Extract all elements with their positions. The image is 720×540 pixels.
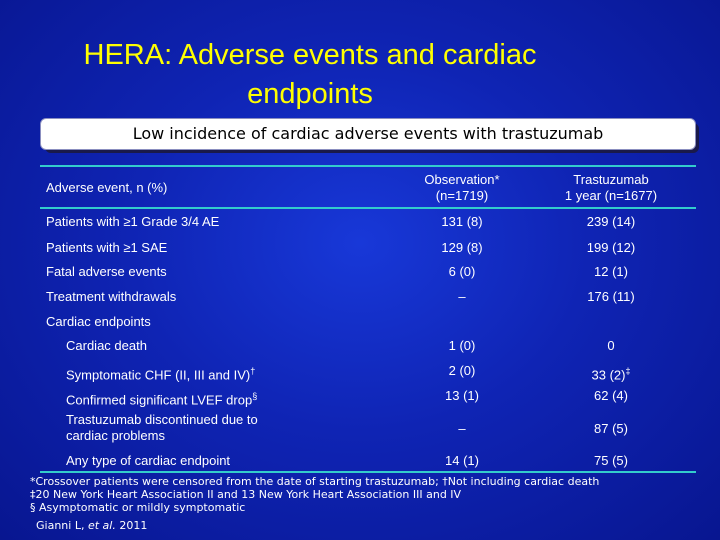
row-label: Patients with ≥1 Grade 3/4 AE [46, 214, 220, 229]
header-trastuzumab-line1: Trastuzumab [573, 172, 649, 187]
cardiac-row-label [66, 412, 258, 444]
row-label: Patients with ≥1 SAE [46, 240, 168, 255]
cardiac-row-observation: – [458, 421, 466, 436]
row-trastuzumab: 12 (1) [594, 264, 628, 279]
row-observation: 6 (0) [448, 264, 476, 279]
header-observation-line1: Observation* [424, 172, 500, 187]
cardiac-row-label-text: Confirmed significant LVEF drop [66, 392, 253, 408]
header-observation [392, 172, 532, 204]
citation [36, 519, 147, 532]
cardiac-row-label [66, 388, 257, 408]
slide-title [0, 36, 620, 114]
row-trastuzumab: 199 (12) [586, 240, 636, 255]
cardiac-row-label-text: Symptomatic CHF (II, III and IV) [66, 367, 251, 383]
footnote-mark: ‡ [625, 366, 631, 376]
cardiac-row-label-line2: cardiac problems [66, 428, 165, 443]
section-cardiac-endpoints: Cardiac endpoints [46, 314, 151, 329]
cardiac-row-trastuzumab: 75 (5) [594, 453, 628, 468]
table-top-rule [40, 165, 696, 167]
header-trastuzumab-line2: 1 year (n=1677) [564, 188, 658, 203]
citation-author: Gianni L, [36, 519, 88, 532]
header-observation-line2: (n=1719) [435, 188, 489, 203]
cardiac-row-label-line1: Trastuzumab discontinued due to [66, 412, 258, 427]
cardiac-row-observation: 2 (0) [448, 363, 476, 378]
cardiac-row-observation: 13 (1) [445, 388, 479, 403]
row-trastuzumab: 239 (14) [586, 214, 636, 229]
cardiac-row-trastuzumab: 0 [607, 338, 615, 353]
cardiac-row-observation: 1 (0) [448, 338, 476, 353]
banner-text: Low incidence of cardiac adverse events with trastuzumab [40, 118, 696, 150]
cardiac-row-label: Cardiac death [66, 338, 147, 353]
cardiac-row-trastuzumab: 87 (5) [594, 421, 628, 436]
row-observation: 131 (8) [441, 214, 483, 229]
row-observation: – [458, 289, 466, 304]
citation-etal: et al. [87, 519, 116, 532]
cardiac-row-trastuzumab: 62 (4) [594, 388, 628, 403]
row-label: Treatment withdrawals [46, 289, 177, 304]
cardiac-row-label [66, 363, 255, 383]
footnote-mark: § [252, 391, 258, 401]
header-trastuzumab [541, 172, 681, 204]
cardiac-row-trastuzumab-value: 33 (2) [591, 367, 626, 383]
table-bottom-rule [40, 471, 696, 473]
row-observation: 129 (8) [441, 240, 483, 255]
row-label: Fatal adverse events [46, 264, 167, 279]
cardiac-row-label: Any type of cardiac endpoint [66, 453, 231, 468]
banner [40, 118, 700, 152]
cardiac-row-observation: 14 (1) [445, 453, 479, 468]
row-trastuzumab: 176 (11) [587, 289, 635, 304]
header-adverse-event: Adverse event, n (%) [46, 180, 168, 195]
cardiac-row-trastuzumab [541, 363, 681, 383]
slide-title-line1: HERA: Adverse events and cardiac [83, 39, 537, 71]
footnote-line1: *Crossover patients were censored from the date of starting trastuzumab; †Not including cardiac death [30, 475, 600, 488]
citation-year: 2011 [115, 519, 148, 532]
footnote-line3: § Asymptomatic or mildly symptomatic [30, 501, 246, 514]
slide-title-line2: endpoints [247, 78, 373, 110]
footnote-mark: † [250, 366, 256, 376]
footnote-line2: ‡20 New York Heart Association II and 13 New York Heart Association III and IV [30, 488, 462, 501]
header-rule [40, 207, 696, 209]
